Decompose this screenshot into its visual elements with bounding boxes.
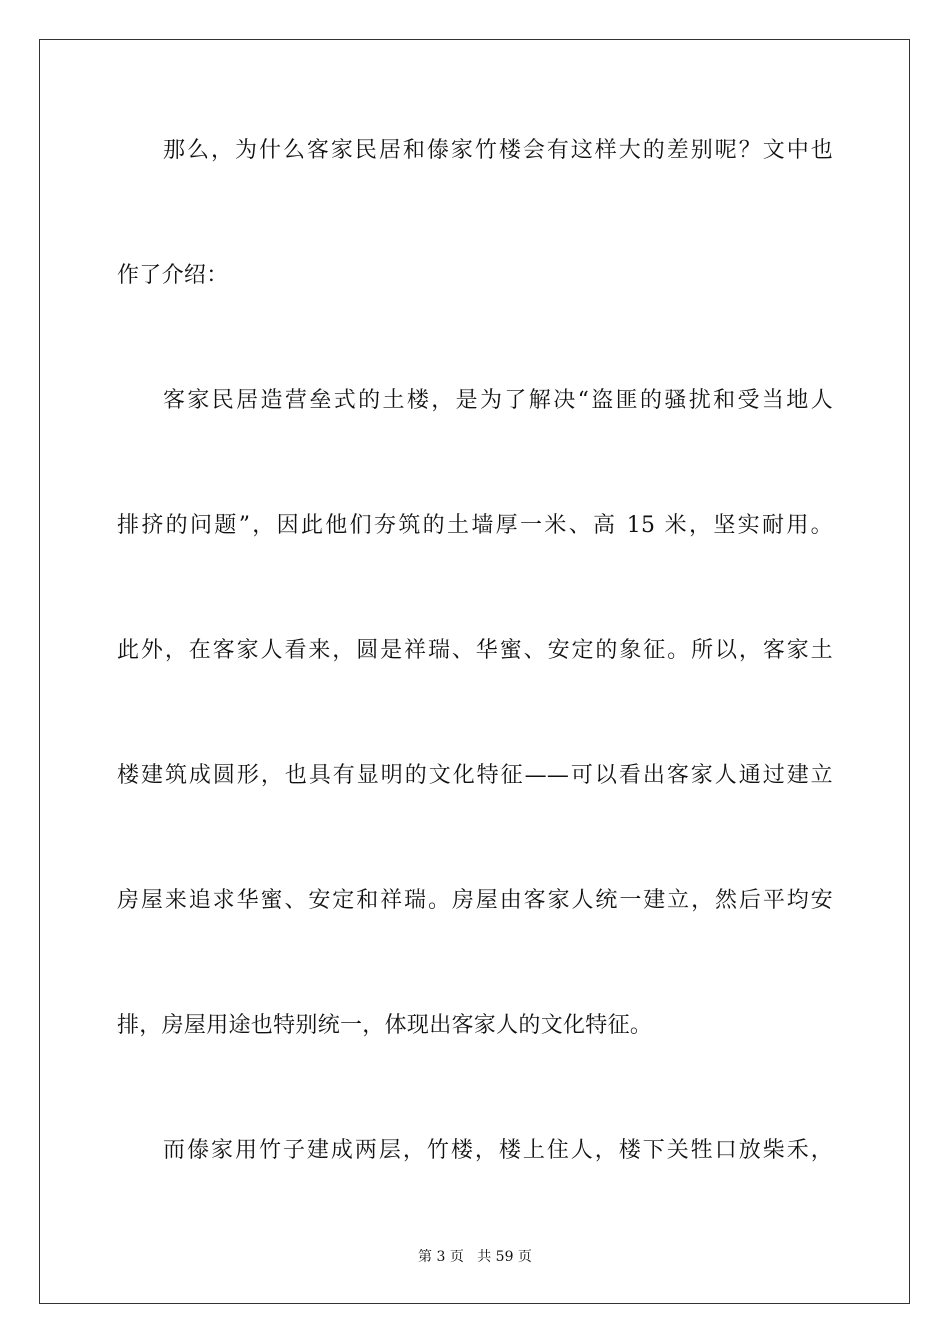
text-line: 排挤的问题”，因此他们夯筑的土墙厚一米、高 15 米，坚实耐用。	[117, 513, 833, 538]
text-line: 楼建筑成圆形，也具有显明的文化特征——可以看出客家人通过建立	[117, 763, 833, 788]
text-line: 那么，为什么客家民居和傣家竹楼会有这样大的差别呢？文中也	[163, 138, 833, 163]
text-line: 房屋来追求华蜜、安定和祥瑞。房屋由客家人统一建立，然后平均安	[117, 888, 833, 913]
page-border	[39, 39, 910, 1304]
text-line: 客家民居造营垒式的土楼，是为了解决“盗匪的骚扰和受当地人	[163, 388, 833, 413]
text-line: 排，房屋用途也特别统一，体现出客家人的文化特征。	[117, 1013, 653, 1038]
page-footer	[0, 1248, 950, 1266]
page-total: 共 59 页	[477, 1249, 532, 1265]
text-line: 作了介绍：	[117, 263, 229, 288]
text-line: 而傣家用竹子建成两层，竹楼，楼上住人，楼下关牲口放柴禾，	[163, 1138, 833, 1163]
text-line: 此外，在客家人看来，圆是祥瑞、华蜜、安定的象征。所以，客家土	[117, 638, 833, 663]
page-number: 第 3 页	[418, 1249, 464, 1265]
